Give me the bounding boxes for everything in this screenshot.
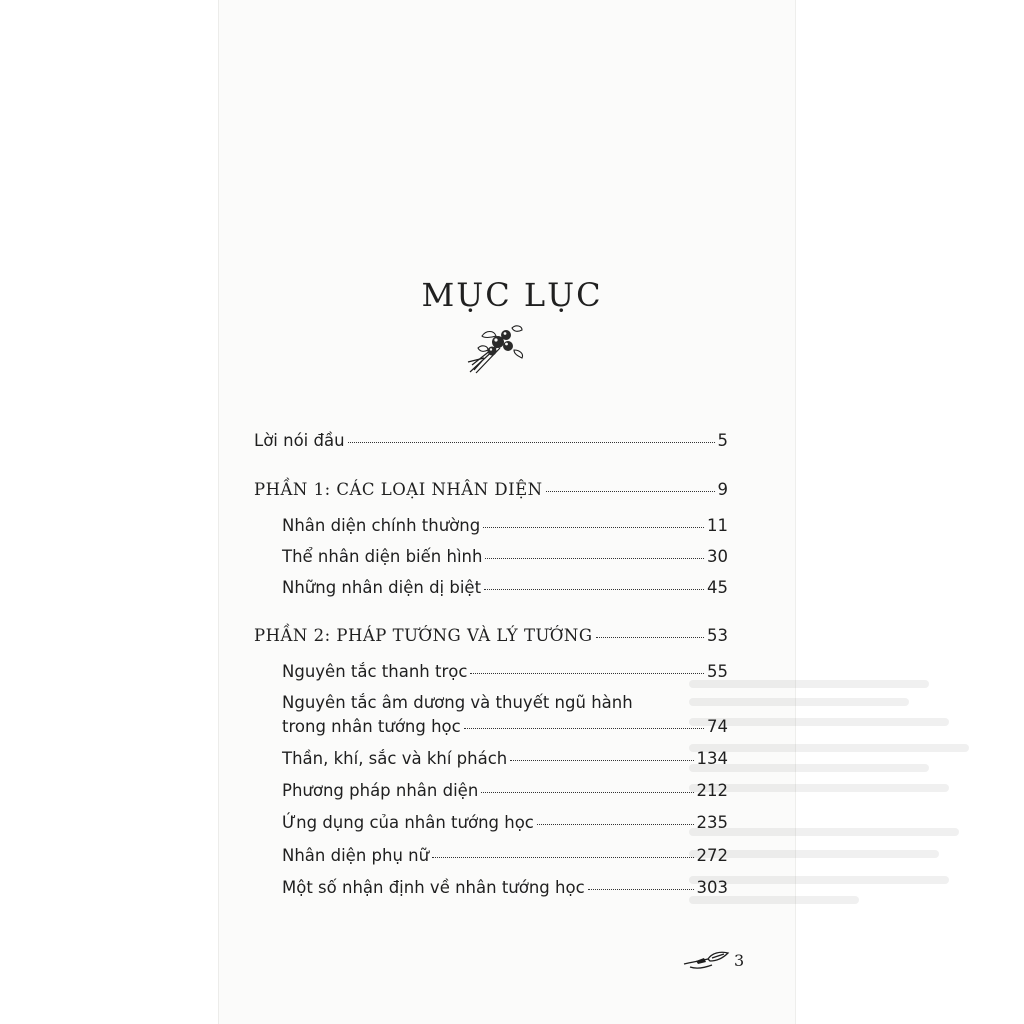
bleed-through-text	[689, 680, 989, 910]
toc-part-page: 53	[707, 626, 728, 645]
dot-leader	[348, 441, 715, 443]
dot-leader	[537, 823, 694, 825]
toc-entry-page: 272	[696, 846, 728, 865]
page-title: MỤC LỤC	[421, 276, 603, 314]
toc-entry-label: Lời nói đầu	[254, 431, 345, 450]
toc-entry-page: 235	[696, 813, 728, 832]
toc-entry[interactable]	[282, 780, 728, 802]
toc-entry[interactable]	[282, 812, 728, 834]
toc-entry-page: 11	[707, 516, 728, 535]
dot-leader	[483, 526, 704, 528]
page-number: 3	[734, 950, 745, 970]
toc-entry-page: 45	[707, 578, 728, 597]
dot-leader	[432, 856, 693, 858]
toc-entry[interactable]	[282, 845, 728, 867]
dot-leader	[464, 727, 704, 729]
toc-entry-intro[interactable]	[254, 430, 728, 452]
dot-leader	[588, 888, 694, 890]
toc-entry[interactable]	[282, 877, 728, 899]
dot-leader	[484, 588, 704, 590]
toc-entry-page: 303	[696, 878, 728, 897]
toc-entry-label: Nhân diện chính thường	[282, 516, 481, 535]
dot-leader	[470, 672, 704, 674]
dot-leader	[510, 759, 693, 761]
book-page	[218, 0, 796, 1024]
toc-entry-page: 212	[696, 781, 728, 800]
quill-pen-icon	[682, 949, 732, 971]
page-footer	[682, 949, 744, 971]
toc-entry[interactable]	[282, 748, 728, 770]
toc-entry[interactable]	[282, 546, 728, 568]
toc-entry-label: trong nhân tướng học	[282, 717, 461, 736]
toc-part-label: PHẦN 1: CÁC LOẠI NHÂN DIỆN	[254, 480, 543, 499]
dot-leader	[546, 490, 715, 492]
toc-entry[interactable]	[282, 661, 728, 683]
toc-part-heading-2[interactable]	[254, 625, 728, 647]
toc-entry-label: Thể nhân diện biến hình	[282, 547, 483, 566]
toc-part-page: 9	[717, 480, 728, 499]
toc-entry-page: 5	[717, 431, 728, 450]
toc-entry-label: Thần, khí, sắc và khí phách	[282, 749, 508, 768]
toc-entry-label: Những nhân diện dị biệt	[282, 578, 482, 597]
dot-leader	[481, 791, 693, 793]
dot-leader	[485, 557, 704, 559]
toc-entry-label: Phương pháp nhân diện	[282, 781, 479, 800]
toc-entry[interactable]	[282, 515, 728, 537]
toc-entry-page: 134	[696, 749, 728, 768]
flower-ornament-icon	[462, 320, 526, 374]
toc-entry-label: Nguyên tắc thanh trọc	[282, 662, 468, 681]
toc-entry-page: 55	[707, 662, 728, 681]
toc-entry-label: Ứng dụng của nhân tướng học	[282, 813, 534, 832]
toc-entry[interactable]	[282, 716, 728, 738]
toc-part-heading-1[interactable]	[254, 479, 728, 501]
toc-entry-label: Một số nhận định về nhân tướng học	[282, 878, 585, 897]
toc-entry-label-line1: Nguyên tắc âm dương và thuyết ngũ hành	[282, 693, 633, 712]
dot-leader	[596, 636, 705, 638]
toc-entry-page: 74	[707, 717, 728, 736]
toc-entry[interactable]	[282, 577, 728, 599]
toc-entry-page: 30	[707, 547, 728, 566]
toc-entry-label: Nhân diện phụ nữ	[282, 846, 430, 865]
toc-part-label: PHẦN 2: PHÁP TƯỚNG VÀ LÝ TƯỚNG	[254, 626, 593, 645]
